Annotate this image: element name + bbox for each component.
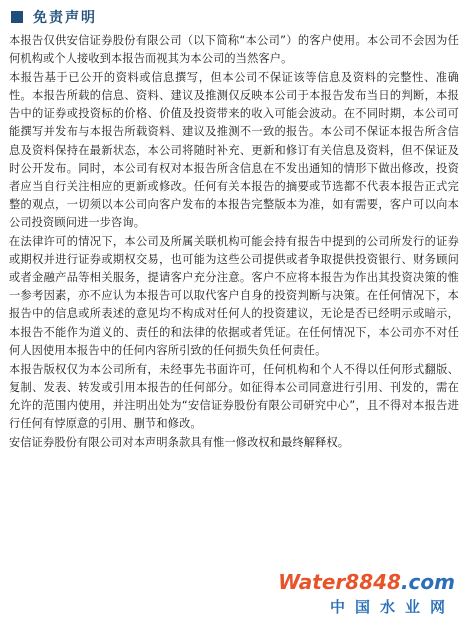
paragraph-information-basis: 本报告基于已公开的资料或信息撰写，但本公司不保证该等信息及资料的完整性、准确性。本报告所载的信息、资料、建议及推测仅反映本公司于本报告发布当日的判断，本报告中的证券或投资标的价格、价值及投资带来的收入可能会波动。在不同时期，本公司可能撰写并发布与本报告所载资料、建议及推测不一致的报告。本公司不保证本报告所含信息及资料保持在最新状态，本公司将随时补充、更新和修订有关信息及资料，但不保证及时公开发布。同时，本公司有权对本报告所含信息在不发出通知的情形下做出修改，投资者应当自行关注相应的更新或修改。任何有关本报告的摘要或节选都不代表本报告正式完整的观点，一切须以本公司向客户发布的本报告完整版本为准，如有需要，客户可以向本公司投资顾问进一步咨询。 — [9, 71, 459, 229]
watermark-brand — [278, 571, 455, 593]
section-heading — [9, 6, 459, 28]
watermark-brand-water: Water — [278, 570, 346, 594]
watermark-subtitle: 中国水业网 — [329, 598, 455, 616]
watermark-brand-domain: .com — [400, 570, 455, 594]
paragraph-final-interpretation: 安信证券股份有限公司对本声明条款具有惟一修改权和最终解释权。 — [9, 436, 350, 450]
watermark-brand-number: 8848 — [345, 570, 401, 594]
paragraph-client-use: 本报告仅供安信证券股份有限公司（以下简称“本公司”）的客户使用。本公司不会因为任何机构或个人接收到本报告而视其为本公司的当然客户。 — [9, 34, 459, 66]
heading-square-icon — [11, 11, 23, 23]
watermark-logo — [278, 570, 455, 617]
paragraph-copyright: 本报告版权仅为本公司所有，未经事先书面许可，任何机构和个人不得以任何形式翻版、复制、发表、转发或引用本报告的任何部分。如征得本公司同意进行引用、刊发的，需在允许的范围内使用，并注明出处为“安信证券股份有限公司研究中心”，且不得对本报告进行任何有悖原意的引用、删节和修改。 — [9, 362, 459, 430]
section-title: 免责声明 — [33, 10, 97, 26]
paragraph-legal-conflicts: 在法律许可的情况下，本公司及所属关联机构可能会持有报告中提到的公司所发行的证券或期权并进行证券或期权交易，也可能为这些公司提供或者争取提供投资银行、财务顾问或者金融产品等相关服务，提请客户充分注意。客户不应将本报告为作出其投资决策的惟一参考因素，亦不应认为本报告可以取代客户自身的投资判断与决策。在任何情况下，本报告中的信息或所表述的意见均不构成对任何人的投资建议，无论是否已经明示或暗示，本报告不能作为道义的、责任的和法律的依据或者凭证。在任何情况下，本公司亦不对任何人因使用本报告中的任何内容所引致的任何损失负任何责任。 — [9, 235, 459, 357]
